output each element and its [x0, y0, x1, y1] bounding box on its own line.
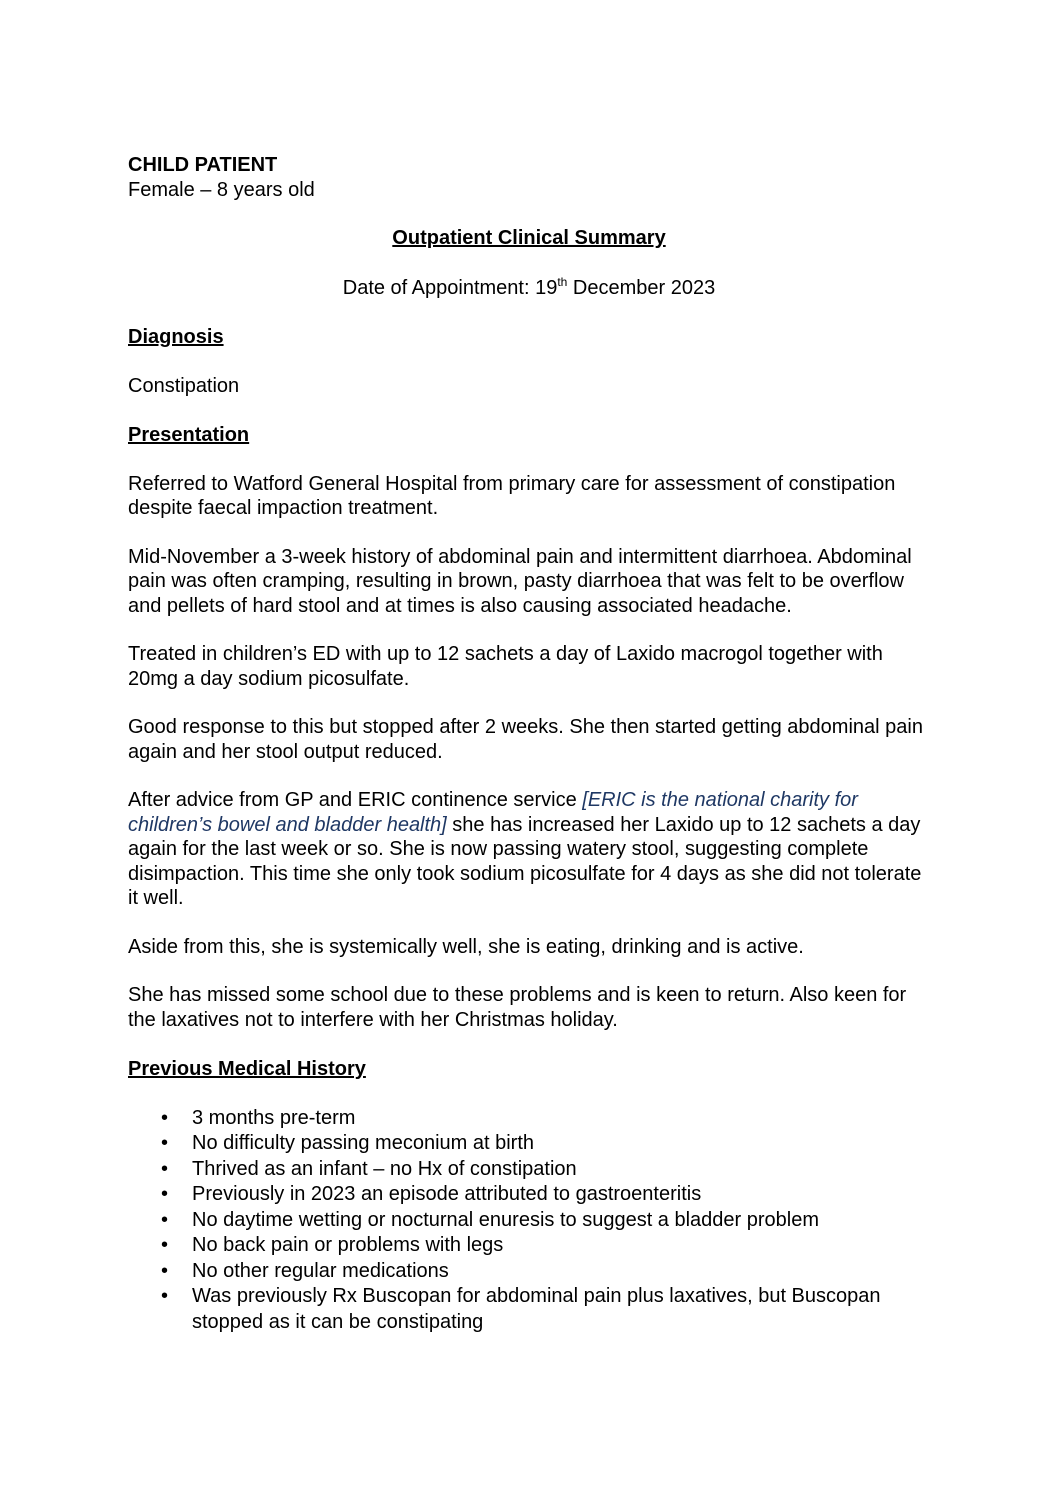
document-title: Outpatient Clinical Summary	[392, 227, 666, 249]
eric-charity-note: [ERIC is the national charity for children’s bowel and bladder health]	[128, 789, 858, 836]
history-heading: Previous Medical History	[128, 1058, 366, 1080]
presentation-paragraph-5	[128, 788, 928, 911]
list-item-text: 3 months pre-term	[192, 1106, 356, 1129]
paragraph-5-end: she has increased her Laxido up to 12 sachets a day again for the last week or so. She is now passing watery stool, suggesting complete disimpaction. This time she only took sodium picosulfate for 4 days as she did not tolerate it well.	[128, 813, 922, 909]
appointment-date-rest: December 2023	[567, 276, 716, 299]
presentation-paragraph-1: Referred to Watford General Hospital from primary care for assessment of constipation despite faecal impaction treatment.	[128, 472, 896, 519]
list-item	[128, 1284, 928, 1335]
list-item	[128, 1182, 928, 1208]
patient-details: Female – 8 years old	[128, 178, 315, 201]
list-item-text: Was previously Rx Buscopan for abdominal pain plus laxatives, but Buscopan stopped as it can be constipating	[192, 1285, 881, 1333]
list-item	[128, 1233, 928, 1259]
presentation-heading: Presentation	[128, 424, 250, 446]
list-item-text: Previously in 2023 an episode attributed to gastroenteritis	[192, 1183, 702, 1205]
diagnosis-text: Constipation	[128, 374, 240, 397]
paragraph-5-start: After advice from GP and ERIC continence service	[128, 789, 583, 811]
bullet-glyph: •	[161, 1285, 169, 1307]
appointment-date	[128, 276, 930, 301]
presentation-paragraph-4: Good response to this but stopped after 2 weeks. She then started getting abdominal pain again and her stool output reduced.	[128, 716, 923, 763]
list-item	[128, 1259, 928, 1285]
bullet-glyph: •	[161, 1106, 169, 1129]
presentation-paragraph-6: Aside from this, she is systemically well, she is eating, drinking and is active.	[128, 935, 804, 958]
presentation-paragraph-3: Treated in children’s ED with up to 12 sachets a day of Laxido macrogol together with 20mg a day sodium picosulfate.	[128, 643, 883, 690]
bullet-glyph: •	[161, 1183, 169, 1205]
patient-label: CHILD PATIENT	[128, 154, 278, 176]
list-item	[128, 1131, 928, 1157]
appointment-date-prefix: Date of Appointment: 19	[342, 276, 558, 299]
bullet-glyph: •	[161, 1259, 169, 1282]
bullet-glyph: •	[161, 1208, 169, 1231]
list-item	[128, 1208, 928, 1234]
appointment-date-ordinal: th	[557, 274, 568, 289]
list-item-text: No other regular medications	[192, 1259, 449, 1282]
document-content	[128, 153, 928, 1335]
list-item-text: Thrived as an infant – no Hx of constipation	[192, 1157, 577, 1180]
diagnosis-heading: Diagnosis	[128, 326, 224, 348]
list-item-text: No difficulty passing meconium at birth	[192, 1132, 535, 1154]
list-item-text: No daytime wetting or nocturnal enuresis to suggest a bladder problem	[192, 1208, 820, 1231]
bullet-glyph: •	[161, 1234, 169, 1256]
presentation-paragraph-7: She has missed some school due to these problems and is keen to return. Also keen for the laxatives not to interfere with her Christmas holiday.	[128, 984, 907, 1031]
presentation-paragraph-2: Mid-November a 3-week history of abdominal pain and intermittent diarrhoea. Abdominal pain was often cramping, resulting in brown, pasty diarrhoea that was felt to be overflow and pellets of hard stool and at times is also causing associated headache.	[128, 545, 912, 617]
list-item	[128, 1106, 928, 1132]
bullet-glyph: •	[161, 1157, 169, 1180]
bullet-glyph: •	[161, 1132, 169, 1154]
list-item-text: No back pain or problems with legs	[192, 1234, 504, 1256]
history-list	[128, 1106, 928, 1336]
list-item	[128, 1157, 928, 1183]
